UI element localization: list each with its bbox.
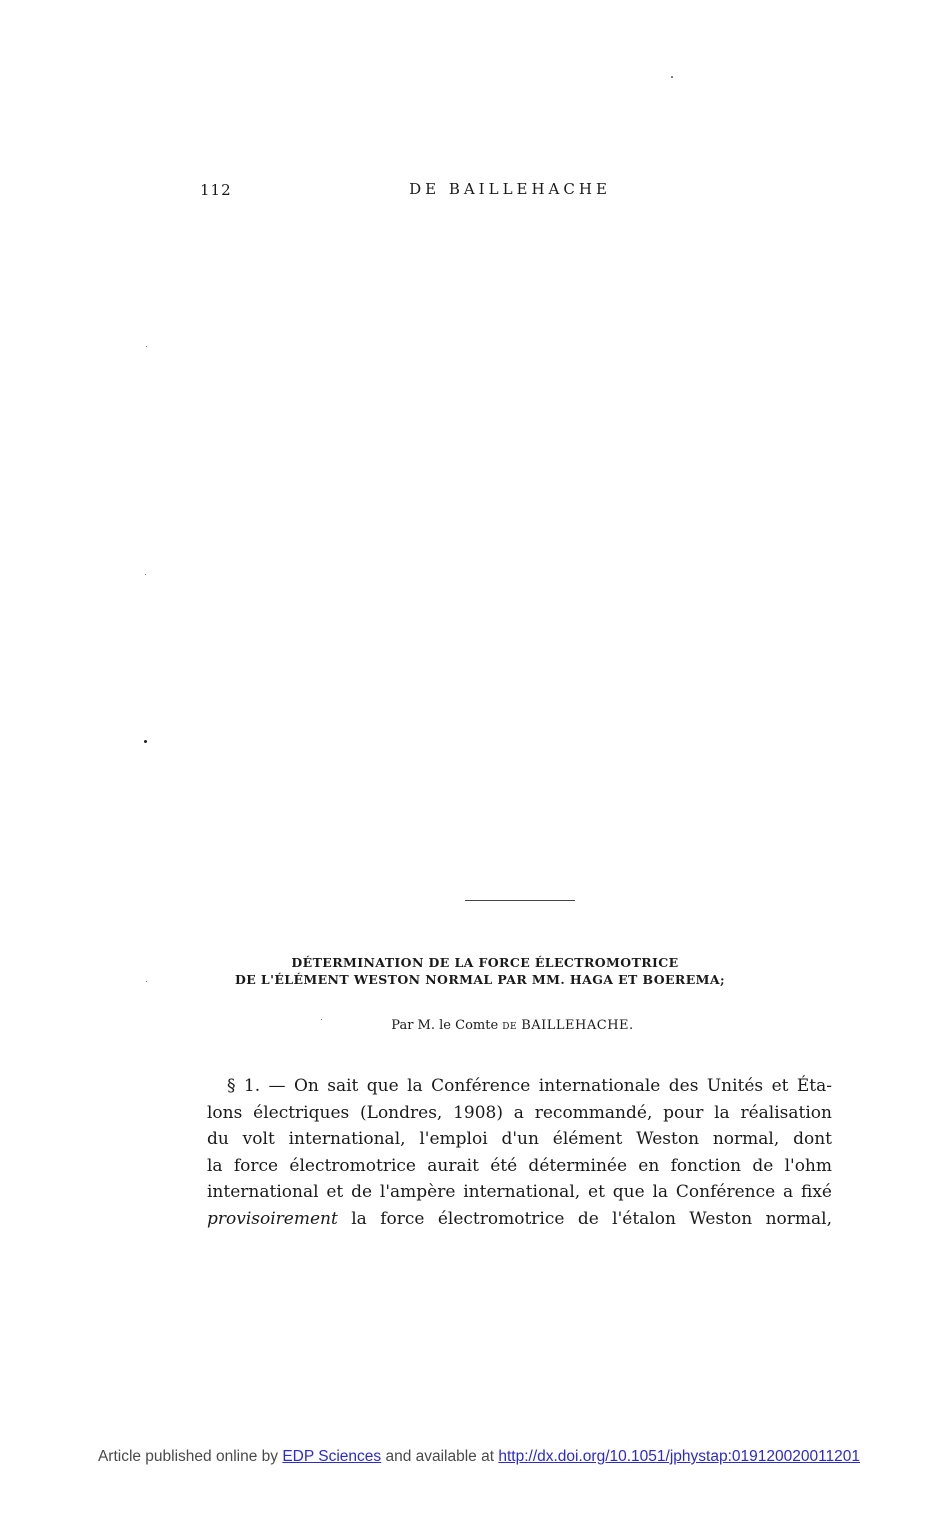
byline-name: BAILLEHACHE. [521, 1018, 634, 1033]
publisher-link[interactable]: EDP Sciences [282, 1448, 382, 1465]
footer-prefix: Article published online by [97, 1448, 279, 1465]
publication-footer [0, 1448, 930, 1466]
paragraph-line: international et de l'ampère international, et que la Conférence a fixé [207, 1182, 832, 1202]
footer-middle: and available at [385, 1448, 495, 1465]
paragraph-line-last [207, 1206, 832, 1233]
doi-link[interactable]: http://dx.doi.org/10.1051/jphystap:019120020011201 [498, 1448, 861, 1465]
byline [0, 1018, 930, 1033]
paragraph-line: la force électromotrice aurait été déterminée en fonction de l'ohm [207, 1155, 832, 1176]
byline-prefix: Par M. le Comte [391, 1018, 499, 1033]
italic-word: provisoirement [207, 1208, 338, 1229]
body-paragraph [207, 1073, 832, 1232]
article-title-line-2: DE L'ÉLÉMENT WESTON NORMAL PAR MM. HAGA ET BOEREMA; [235, 972, 725, 987]
running-title: DE BAILLEHACHE [409, 180, 611, 198]
paragraph-line: § 1. — On sait que la Conférence internationale des Unités et Éta- [227, 1076, 832, 1096]
paragraph-line-rest: la force électromotrice de l'étalon Weston normal, [337, 1208, 832, 1229]
scan-speck [145, 574, 146, 575]
scan-speck [671, 76, 673, 78]
scan-speck [144, 740, 147, 743]
scan-speck [146, 346, 147, 347]
byline-particle: de [502, 1018, 518, 1033]
article-title-line-1: DÉTERMINATION DE LA FORCE ÉLECTROMOTRICE [291, 955, 679, 970]
paragraph-line: lons électriques (Londres, 1908) a recommandé, pour la réalisation [207, 1102, 832, 1123]
paragraph-line: du volt international, l'emploi d'un élément Weston normal, dont [207, 1129, 832, 1149]
page-number: 112 [200, 181, 232, 199]
section-divider [465, 900, 575, 901]
